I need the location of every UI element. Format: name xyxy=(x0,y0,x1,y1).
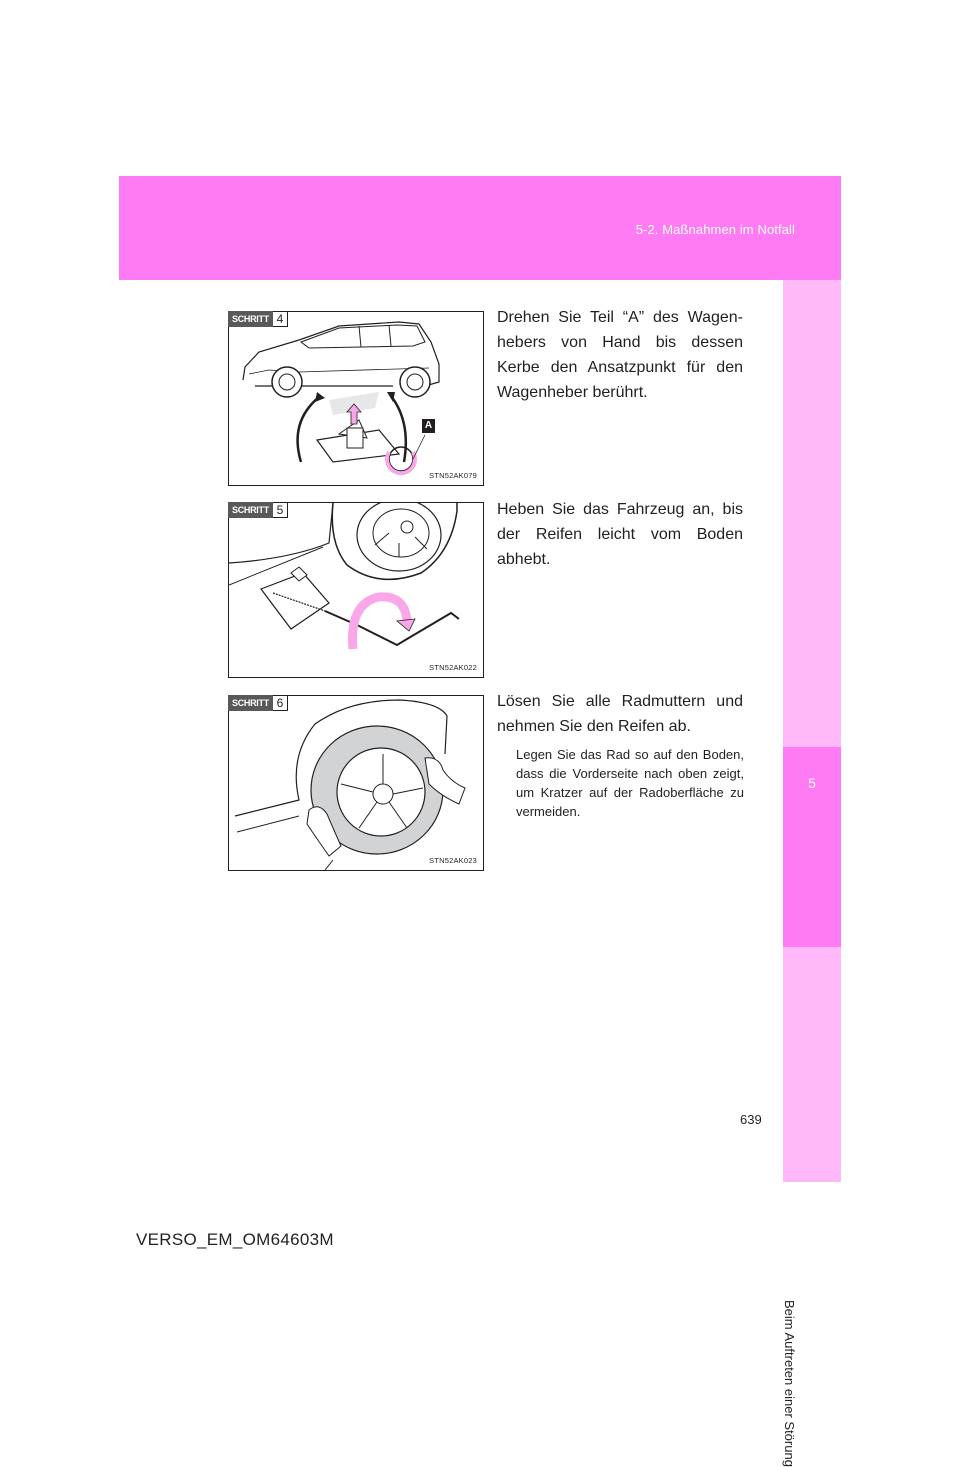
step-badge-label: SCHRITT xyxy=(228,695,273,711)
step-badge-label: SCHRITT xyxy=(228,502,273,518)
step-6-text: Lösen Sie alle Radmuttern und nehmen Sie den Reifen ab. xyxy=(497,693,743,735)
figure-code: STN52AK022 xyxy=(429,663,477,672)
step-badge xyxy=(228,695,288,711)
step-5-text: Heben Sie das Fahrzeug an, bis der Reifen leicht vom Boden abhebt. xyxy=(497,501,743,568)
step-badge xyxy=(228,311,288,327)
chapter-number: 5 xyxy=(808,775,816,791)
step-4-text: Drehen Sie Teil “A” des Wagen-hebers von Hand bis dessen Kerbe den Ansatzpunkt für den Wagenheber berührt. xyxy=(497,309,743,401)
chapter-tab-active xyxy=(783,747,841,947)
chapter-title: Beim Auftreten einer Störung xyxy=(782,1300,797,1467)
remove-tire-illustration xyxy=(229,696,483,870)
page-number: 639 xyxy=(740,1112,762,1127)
step-number: 6 xyxy=(273,695,288,711)
part-a-label: A xyxy=(422,419,435,433)
step-5-figure xyxy=(228,502,484,678)
raise-vehicle-illustration xyxy=(229,503,483,677)
chapter-side-tab xyxy=(782,280,841,1467)
figure-code: STN52AK079 xyxy=(429,471,477,480)
step-number: 5 xyxy=(273,502,288,518)
car-jack-illustration xyxy=(229,312,483,485)
document-code: VERSO_EM_OM64603M xyxy=(136,1230,334,1249)
step-number: 4 xyxy=(273,311,288,327)
section-title: 5-2. Maßnahmen im Notfall xyxy=(635,222,795,237)
step-6-note: Legen Sie das Rad so auf den Boden, dass die Vorderseite nach oben zeigt, um Kratzer auf der Radoberfläche zu vermeiden. xyxy=(516,747,744,819)
step-badge-label: SCHRITT xyxy=(228,311,273,327)
header-band xyxy=(119,176,841,280)
step-badge xyxy=(228,502,288,518)
step-6-figure xyxy=(228,695,484,871)
figure-code: STN52AK023 xyxy=(429,856,477,865)
step-4-figure xyxy=(228,311,484,486)
